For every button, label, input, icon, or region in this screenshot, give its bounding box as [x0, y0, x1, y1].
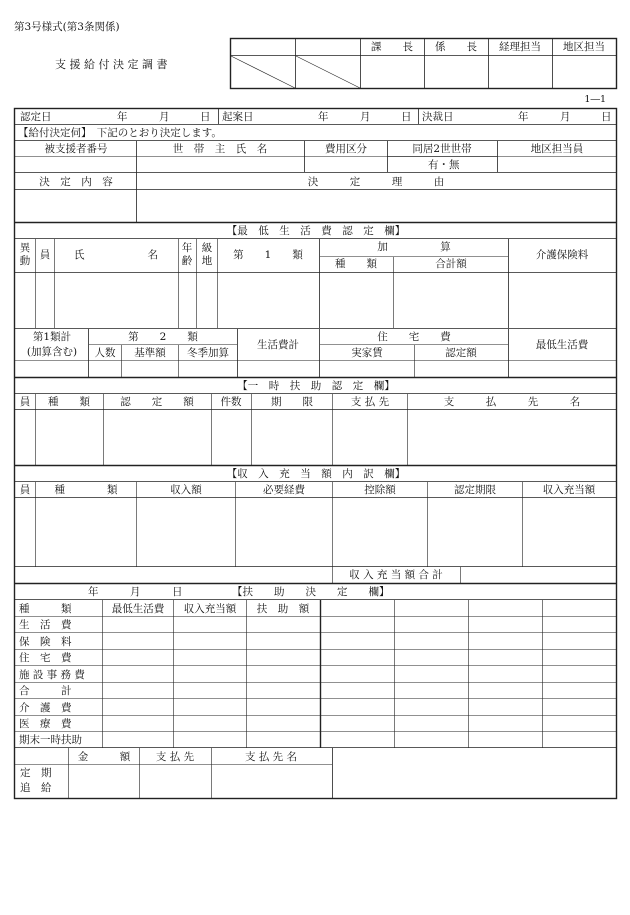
kyuchi-header-2: 地	[201, 255, 213, 267]
kettei-naiyo-header: 決 定 内 容	[39, 176, 113, 188]
nintei-date-label: 認定日	[20, 111, 52, 123]
fujo-date: 年 月 日	[88, 586, 183, 598]
kojo-gaku-header: 控除額	[364, 484, 396, 496]
approval-header-kacho: 課 長	[371, 41, 413, 53]
doukyo-header: 同居2世世帯	[412, 143, 472, 155]
rui1-header: 第 1 類	[233, 249, 303, 261]
nintei-year: 年	[117, 111, 128, 123]
setai-header: 世 帯 主 氏 名	[172, 143, 268, 155]
shimei-header: 氏 名	[74, 249, 158, 261]
fujo-head-fujo: 扶 助 額	[256, 603, 310, 615]
approval-header-keiri: 経理担当	[499, 41, 541, 53]
jutaku-header: 住 宅 費	[377, 331, 451, 343]
fujo-row-goukei: 合 計	[19, 685, 72, 697]
kaigo-hoken-header: 介護保険料	[535, 249, 589, 261]
kessai-month: 月	[560, 111, 571, 123]
teiki-shiharai-header: 支 払 先	[155, 751, 195, 763]
fujo-row-kimatsu: 期末一時扶助	[19, 734, 82, 746]
fujo-row-seikatsu: 生 活 費	[19, 619, 72, 631]
kijun-header: 基準額	[134, 347, 166, 359]
ichiji-shiharai-mei-header: 支 払 先 名	[443, 396, 581, 408]
rui2-header: 第 2 類	[128, 331, 198, 343]
kessai-day: 日	[601, 111, 612, 123]
kyuchi-header-1: 級	[201, 242, 213, 254]
hitsuyo-keihi-header: 必要経費	[263, 484, 305, 496]
juto-goukei-label: 収 入 充 当 額 合 計	[349, 569, 443, 581]
nenrei-header-1: 年	[181, 242, 193, 254]
kessai-year: 年	[518, 111, 529, 123]
stamp-cell-keiri[interactable]	[489, 56, 552, 88]
kian-day: 日	[401, 111, 412, 123]
hihogo-no-header: 被支援者番号	[44, 143, 108, 155]
ichiji-shiharai-header: 支 払 先	[350, 396, 390, 408]
jikachin-header: 実家賃	[351, 347, 383, 359]
fujo-head-saitei: 最低生活費	[111, 603, 165, 615]
kasan-shurui-header: 種 類	[335, 258, 377, 270]
kian-month: 月	[360, 111, 371, 123]
fujo-title: 【扶 助 決 定 欄】	[232, 586, 390, 598]
fujo-row-jutaku: 住 宅 費	[19, 652, 72, 664]
ninzu-header: 人数	[94, 347, 116, 359]
fujo-head-shurui: 種 類	[19, 603, 72, 615]
in-header: 員	[39, 249, 51, 261]
nenrei-header-2: 齢	[181, 255, 193, 267]
kian-date-label: 起案日	[222, 111, 254, 123]
kasan-goukei-header: 合計額	[435, 258, 467, 270]
hiyo-header: 費用区分	[325, 143, 367, 155]
saitei-header: 最低生活費	[535, 339, 589, 351]
shunyu-shurui-header: 種 類	[54, 484, 118, 496]
min-living-title: 【最 低 生 活 費 認 定 欄】	[226, 225, 406, 237]
fujo-head-shunyu: 収入充当額	[183, 603, 237, 615]
form-label: 第3号様式(第3条関係)	[14, 21, 120, 33]
toki-header: 冬季加算	[187, 347, 229, 359]
shunyu-title: 【収 入 充 当 額 内 訳 欄】	[226, 468, 406, 480]
chiku-header: 地区担当員	[530, 143, 584, 155]
ichiji-shurui-header: 種 類	[48, 396, 90, 408]
idou-header-1: 異	[19, 242, 31, 254]
nintei-kikan-header: 認定期限	[454, 484, 496, 496]
kian-year: 年	[318, 111, 329, 123]
teiki-label-1: 定 期	[20, 767, 52, 779]
kessai-date-label: 決裁日	[422, 111, 454, 123]
kasan-fukumu-header: (加算含む)	[26, 346, 78, 358]
nintei-gaku-header: 認定額	[445, 347, 477, 359]
rui1kei-header: 第1類計	[32, 331, 72, 343]
stamp-cell-kacho[interactable]	[361, 56, 424, 88]
fujo-row-iryo: 医 療 費	[19, 718, 72, 730]
seikatsu-kei-header: 生活費計	[257, 339, 299, 351]
shunyu-gaku-header: 収入額	[170, 484, 202, 496]
ichiji-nintei-header: 認 定 額	[120, 396, 194, 408]
kasan-header: 加 算	[377, 241, 451, 253]
stamp-cell-kakaricho[interactable]	[425, 56, 488, 88]
document-title: 支 援 給 付 決 定 調 書	[55, 58, 168, 71]
ichiji-kensu-header: 件数	[220, 396, 242, 408]
teiki-kingaku-header: 金 額	[77, 751, 131, 763]
ichiji-title: 【一 時 扶 助 認 定 欄】	[237, 380, 395, 392]
umu-option[interactable]: 有・無	[428, 159, 460, 171]
nintei-day: 日	[200, 111, 211, 123]
teiki-shiharai-mei-header: 支 払 先 名	[244, 751, 298, 763]
decision-note: 【給付決定伺】 下記のとおり決定します。	[18, 127, 222, 139]
fujo-row-kaigo: 介 護 費	[19, 702, 72, 714]
stamp-cell-chiku[interactable]	[553, 56, 616, 88]
approval-header-kakaricho: 係 長	[435, 41, 477, 53]
fujo-row-shisetsu: 施 設 事 務 費	[19, 669, 85, 681]
fujo-row-hoken: 保 険 料	[19, 636, 72, 648]
ichiji-in-header: 員	[19, 396, 31, 408]
ichiji-kigen-header: 期 限	[271, 396, 313, 408]
approval-header-chiku: 地区担当	[563, 41, 605, 53]
idou-header-2: 動	[19, 255, 31, 267]
kettei-riyu-header: 決 定 理 由	[307, 176, 445, 188]
nintei-month: 月	[159, 111, 170, 123]
shunyu-in-header: 員	[19, 484, 31, 496]
juto-gaku-header: 収入充当額	[542, 484, 596, 496]
teiki-label-2: 追 給	[20, 782, 52, 794]
page-number: 1―1	[584, 94, 606, 105]
